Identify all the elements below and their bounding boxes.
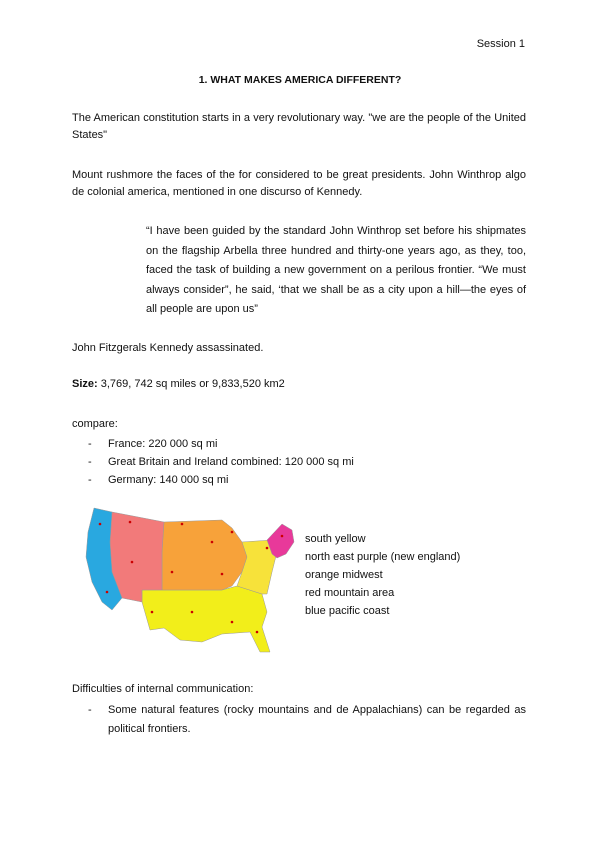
size-value: 3,769, 742 sq miles or 9,833,520 km2 <box>97 378 285 390</box>
size-line <box>72 378 285 390</box>
list-item: - France: 220 000 sq mi <box>88 438 218 450</box>
section-title: 1. WHAT MAKES AMERICA DIFFERENT? <box>198 74 402 86</box>
legend-midwest: orange midwest <box>305 569 383 581</box>
paragraph-rushmore: Mount rushmore the faces of the for considered to be great presidents. John Winthrop algo de colonial america, mentioned in one discurso of Kennedy. <box>72 169 526 198</box>
paragraph-constitution: The American constitution starts in a very revolutionary way. "we are the people of the United States" <box>72 112 526 141</box>
difficulties-heading: Difficulties of internal communication: <box>72 683 254 695</box>
list-item: - Some natural features (rocky mountains and de Appalachians) can be regarded as political frontiers. <box>88 701 526 739</box>
compare-item-germany: Germany: 140 000 sq mi <box>108 474 229 486</box>
difficulties-item: Some natural features (rocky mountains and de Appalachians) can be regarded as political frontiers. <box>108 704 526 735</box>
list-item: - Germany: 140 000 sq mi <box>88 474 229 486</box>
compare-item-britain: Great Britain and Ireland combined: 120 000 sq mi <box>108 456 354 468</box>
session-label: Session 1 <box>476 38 525 50</box>
legend-northeast: north east purple (new england) <box>305 551 461 563</box>
list-item: - Great Britain and Ireland combined: 120 000 sq mi <box>88 456 354 468</box>
compare-item-france: France: 220 000 sq mi <box>108 438 218 450</box>
legend-mountain: red mountain area <box>305 587 395 599</box>
legend-south: south yellow <box>305 533 366 545</box>
paragraph-kennedy: John Fitzgerals Kennedy assassinated. <box>72 342 264 354</box>
size-label: Size: <box>72 378 98 390</box>
us-regions-map <box>72 502 298 658</box>
compare-label: compare: <box>72 418 118 430</box>
kennedy-quote: “I have been guided by the standard John Winthrop set before his shipmates on the flagship Arbella three hundred and thirty-one years ago, as they, too, faced the task of building a new government on a perilous frontier. “We must always consider”, he said, ‘that we shall be as a city upon a hill—the eyes of all people are upon us” <box>146 225 526 315</box>
legend-pacific: blue pacific coast <box>305 605 390 617</box>
